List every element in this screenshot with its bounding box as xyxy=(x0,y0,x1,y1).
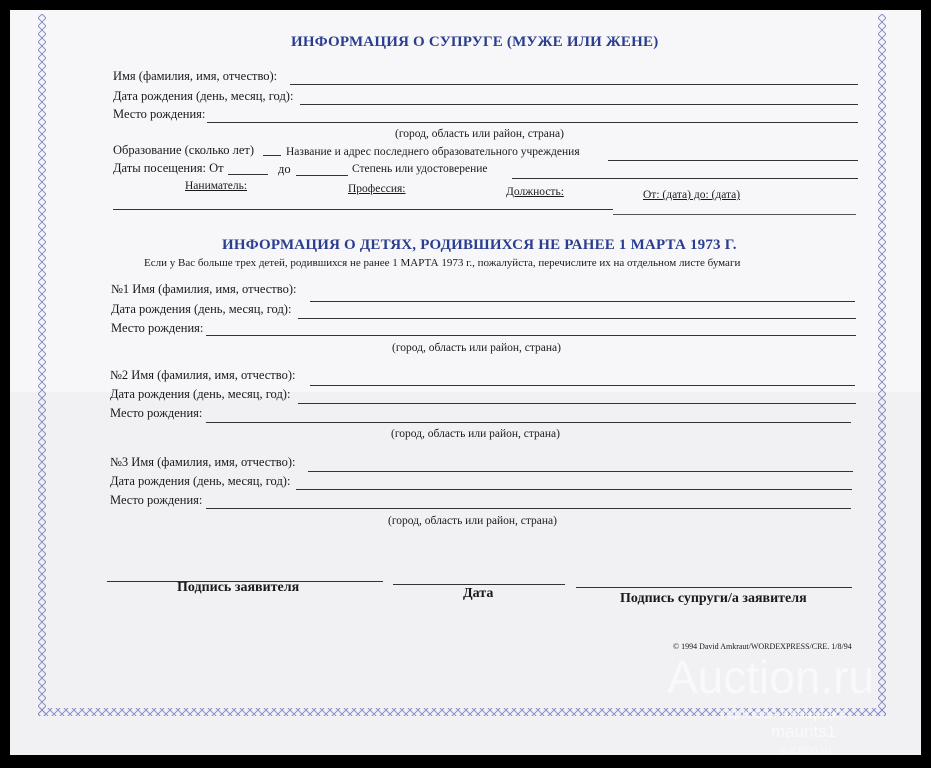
spouse-degree-field[interactable] xyxy=(512,178,858,179)
applicant-signature-label: Подпись заявителя xyxy=(177,580,300,595)
spouse-dates-from-label: Даты посещения: От xyxy=(113,161,224,175)
spouse-signature-label: Подпись супруги/а заявителя xyxy=(620,591,807,606)
child-2-name-field[interactable] xyxy=(310,385,855,386)
child-3-dob-label: Дата рождения (день, месяц, год): xyxy=(110,474,291,488)
profession-column-label: Профессия: xyxy=(348,183,406,195)
child-3-place-hint: (город, область или район, страна) xyxy=(388,515,557,527)
child-2-dob-label: Дата рождения (день, месяц, год): xyxy=(110,387,291,401)
spouse-name-label: Имя (фамилия, имя, отчество): xyxy=(113,69,278,83)
copyright-notice: © 1994 David Amkraut/WORDEXPRESS/CRE. 1/8/94 xyxy=(673,642,852,651)
child-1-pob-field[interactable] xyxy=(206,335,856,336)
child-1-dob-field[interactable] xyxy=(298,318,856,319)
position-column-label: Должность: xyxy=(506,186,564,198)
child-2-pob-field[interactable] xyxy=(206,422,851,423)
date-label: Дата xyxy=(463,586,494,601)
child-1-name-label: №1 Имя (фамилия, имя, отчество): xyxy=(111,282,297,296)
spouse-signature-field[interactable] xyxy=(576,587,852,588)
child-1-dob-label: Дата рождения (день, месяц, год): xyxy=(111,302,292,316)
child-3-name-label: №3 Имя (фамилия, имя, отчество): xyxy=(110,455,296,469)
spouse-dob-field[interactable] xyxy=(300,104,858,105)
child-3-pob-field[interactable] xyxy=(206,508,851,509)
child-2-pob-label: Место рождения: xyxy=(110,406,203,420)
spouse-dates-from-field[interactable] xyxy=(228,174,268,175)
employer-column-label: Наниматель: xyxy=(185,180,248,192)
watermark-site: auction.ru xyxy=(779,743,832,757)
spouse-place-hint: (город, область или район, страна) xyxy=(395,128,564,140)
watermark-tagline: торговая площадка xyxy=(720,705,847,721)
employment-field[interactable] xyxy=(113,209,613,210)
child-2-name-label: №2 Имя (фамилия, имя, отчество): xyxy=(110,368,296,382)
from-to-column-label: От: (дата) до: (дата) xyxy=(643,189,741,201)
watermark-logo: Auction.ru xyxy=(667,651,875,703)
spouse-school-field[interactable] xyxy=(608,160,858,161)
child-1-name-field[interactable] xyxy=(310,301,855,302)
child-3-pob-label: Место рождения: xyxy=(110,493,203,507)
spouse-section-heading: ИНФОРМАЦИЯ О СУПРУГЕ (МУЖЕ ИЛИ ЖЕНЕ) xyxy=(291,34,659,50)
document-page xyxy=(10,10,921,755)
date-field[interactable] xyxy=(393,584,565,585)
children-note: Если у Вас больше трех детей, родившихся не ранее 1 МАРТА 1973 г., пожалуйста, перечислите их на отдельном листе бумаги xyxy=(144,257,741,269)
spouse-name-field[interactable] xyxy=(290,84,858,85)
spouse-dates-to-label: до xyxy=(278,162,291,176)
spouse-dob-label: Дата рождения (день, месяц, год): xyxy=(113,89,294,103)
spouse-education-years-field[interactable] xyxy=(263,155,281,156)
spouse-degree-label: Степень или удостоверение xyxy=(352,163,488,175)
employment-field-end[interactable] xyxy=(613,214,856,215)
child-1-pob-label: Место рождения: xyxy=(111,321,204,335)
child-2-dob-field[interactable] xyxy=(298,403,856,404)
children-section-heading: ИНФОРМАЦИЯ О ДЕТЯХ, РОДИВШИХСЯ НЕ РАНЕЕ 1 МАРТА 1973 Г. xyxy=(222,237,737,253)
child-2-place-hint: (город, область или район, страна) xyxy=(391,428,560,440)
spouse-dates-to-field[interactable] xyxy=(296,175,348,176)
spouse-pob-label: Место рождения: xyxy=(113,107,206,121)
spouse-pob-field[interactable] xyxy=(207,122,858,123)
spouse-education-label: Образование (сколько лет) xyxy=(113,143,255,157)
child-1-place-hint: (город, область или район, страна) xyxy=(392,342,561,354)
spouse-school-label: Название и адрес последнего образовательного учреждения xyxy=(286,146,580,158)
child-3-name-field[interactable] xyxy=(308,471,853,472)
child-3-dob-field[interactable] xyxy=(296,489,852,490)
watermark-user: maurits1 xyxy=(771,722,837,741)
